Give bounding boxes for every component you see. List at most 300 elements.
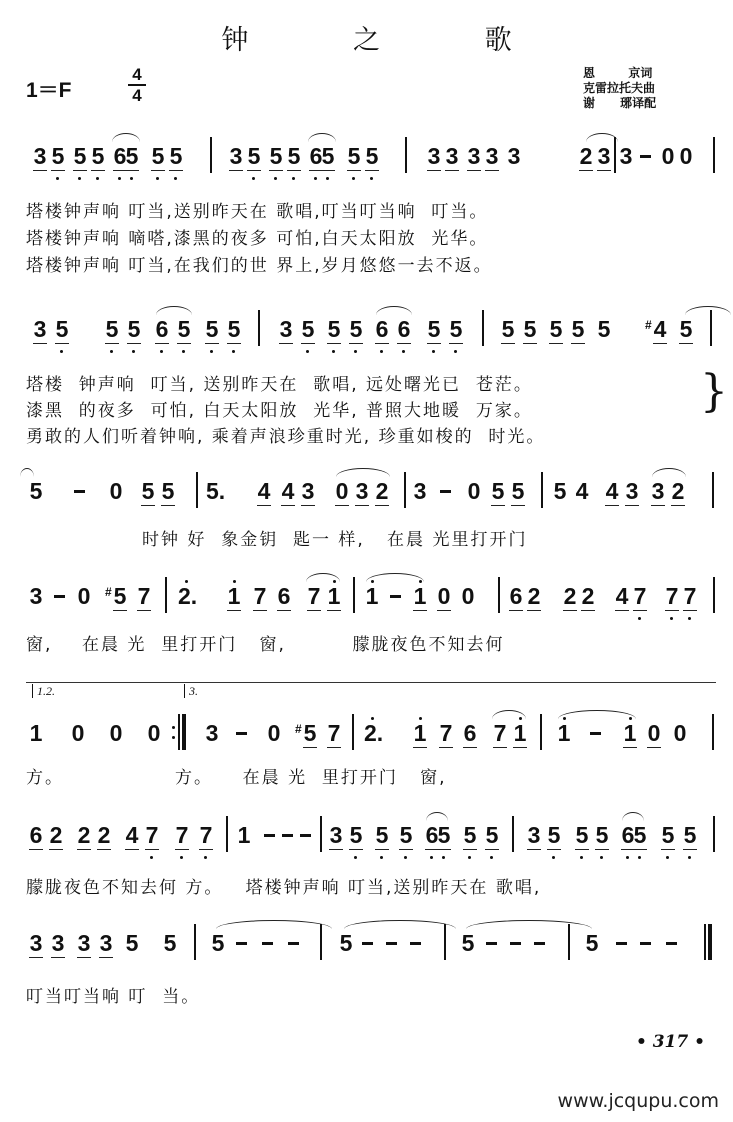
low-octave-dot xyxy=(78,177,81,180)
barline xyxy=(712,472,714,508)
underline xyxy=(581,610,595,611)
barline xyxy=(713,137,715,173)
underline xyxy=(349,343,363,344)
note: 3 xyxy=(445,143,459,169)
underline xyxy=(145,849,159,850)
note: 5 xyxy=(339,930,353,956)
note: 5 # xyxy=(302,720,318,746)
underline xyxy=(615,610,629,611)
note: 2. xyxy=(178,583,194,609)
low-octave-dot xyxy=(580,856,583,859)
underline xyxy=(77,849,91,850)
underline xyxy=(29,849,43,850)
low-octave-dot xyxy=(326,177,329,180)
page-number: • 317 • xyxy=(635,1032,705,1052)
low-octave-dot xyxy=(688,617,691,620)
note: 5 xyxy=(246,143,262,169)
note: 5 xyxy=(90,143,106,169)
note: 4 xyxy=(575,478,589,504)
low-octave-dot xyxy=(110,350,113,353)
note: 2 xyxy=(77,822,91,848)
barline xyxy=(710,310,712,346)
note: 5 xyxy=(594,822,610,848)
note: 3 xyxy=(527,822,541,848)
note: 4 xyxy=(257,478,271,504)
note: 2 xyxy=(671,478,685,504)
barline xyxy=(482,310,484,346)
lyric-line: 勇敢的人们听着钟响, 乘着声浪珍重时光, 珍重如梭的 时光。 xyxy=(26,427,546,447)
note: 3 xyxy=(33,143,47,169)
extension-dash xyxy=(236,942,247,945)
extension-dash xyxy=(282,834,293,837)
low-octave-dot xyxy=(638,617,641,620)
key-signature: 1＝F xyxy=(26,79,72,102)
underline xyxy=(437,849,451,850)
barline xyxy=(196,472,198,508)
barline xyxy=(541,472,543,508)
note: 5 xyxy=(141,478,155,504)
slur xyxy=(466,920,592,929)
underline xyxy=(597,170,611,171)
note: 6 xyxy=(509,583,523,609)
high-octave-dot xyxy=(371,717,374,720)
underline xyxy=(571,343,585,344)
extension-dash xyxy=(534,942,545,945)
staff-row xyxy=(0,316,733,356)
underline xyxy=(303,747,317,748)
low-octave-dot xyxy=(306,350,309,353)
watermark: www.jcqupu.com xyxy=(557,1090,719,1112)
note: 5 xyxy=(125,930,139,956)
underline xyxy=(399,849,413,850)
note: 6 xyxy=(620,822,636,848)
staff-row xyxy=(0,822,733,862)
note: 2 xyxy=(527,583,541,609)
low-octave-dot xyxy=(626,856,629,859)
underline xyxy=(307,610,321,611)
low-octave-dot xyxy=(552,856,555,859)
underline xyxy=(527,849,541,850)
sharp-sign: # xyxy=(105,585,112,599)
note: 5 xyxy=(50,143,66,169)
underline xyxy=(653,343,667,344)
underline xyxy=(151,170,165,171)
underline xyxy=(77,957,91,958)
barline xyxy=(512,816,514,852)
low-octave-dot xyxy=(56,177,59,180)
note: 3 xyxy=(51,930,65,956)
credits xyxy=(583,66,656,111)
repeat-barline-thin xyxy=(178,714,180,750)
note: 5 xyxy=(549,316,563,342)
note: 4 xyxy=(615,583,629,609)
note: 7 xyxy=(664,583,680,609)
underline xyxy=(513,747,527,748)
staff-row xyxy=(0,720,733,760)
underline xyxy=(327,610,341,611)
note: 7 xyxy=(198,822,214,848)
slur xyxy=(622,812,644,821)
extension-dash xyxy=(616,942,627,945)
low-octave-dot xyxy=(354,350,357,353)
underline xyxy=(199,849,213,850)
note: 3 xyxy=(507,143,521,169)
note: 7 xyxy=(174,822,190,848)
barline xyxy=(444,924,446,960)
note: 7 xyxy=(682,583,698,609)
barline xyxy=(498,577,500,613)
barline xyxy=(210,137,212,173)
underline xyxy=(97,849,111,850)
underline xyxy=(329,849,343,850)
note: 3 xyxy=(301,478,315,504)
low-octave-dot xyxy=(600,856,603,859)
note: 7 xyxy=(144,822,160,848)
underline xyxy=(665,610,679,611)
note: 5 xyxy=(679,316,693,342)
note: 2. xyxy=(364,720,380,746)
low-octave-dot xyxy=(204,856,207,859)
underline xyxy=(375,343,389,344)
underline xyxy=(397,343,411,344)
lyric-line: 塔楼 钟声响 叮当, 送别昨天在 歌唱, 远处曙光已 苍茫。 xyxy=(26,375,533,395)
underline xyxy=(427,343,441,344)
underline xyxy=(365,170,379,171)
underline xyxy=(595,849,609,850)
underline xyxy=(327,343,341,344)
note: 5 xyxy=(398,822,414,848)
note: 7 xyxy=(632,583,648,609)
note: 3 xyxy=(355,478,369,504)
extension-dash xyxy=(386,942,397,945)
low-octave-dot xyxy=(454,350,457,353)
low-octave-dot xyxy=(380,350,383,353)
note: 5 xyxy=(72,143,88,169)
slur xyxy=(492,710,526,719)
note: 0 xyxy=(437,583,451,609)
note: 5 xyxy=(54,316,70,342)
note: 7 xyxy=(439,720,453,746)
lyric-line: 塔楼钟声响 嘀嗒,漆黑的夜多 可怕,白天太阳放 光华。 xyxy=(26,229,489,249)
note: 5 xyxy=(546,822,562,848)
slur xyxy=(20,468,34,477)
barline xyxy=(404,472,406,508)
staff-row xyxy=(0,478,733,518)
underline xyxy=(277,610,291,611)
underline xyxy=(279,343,293,344)
slur xyxy=(366,573,424,582)
note: 5. xyxy=(206,478,226,504)
barline xyxy=(226,816,228,852)
extension-dash xyxy=(666,942,677,945)
underline xyxy=(549,343,563,344)
note: 7 xyxy=(137,583,151,609)
underline xyxy=(427,170,441,171)
translator: 谢 琊译配 xyxy=(583,96,657,110)
note: 0 xyxy=(647,720,661,746)
note: 7 xyxy=(253,583,267,609)
note: 5 xyxy=(346,143,362,169)
note: 3 xyxy=(485,143,499,169)
extension-dash xyxy=(362,942,373,945)
underline xyxy=(287,170,301,171)
note: 2 xyxy=(49,822,63,848)
note: 1 xyxy=(364,583,380,609)
extension-dash xyxy=(510,942,521,945)
underline xyxy=(29,957,43,958)
note: 3 xyxy=(651,478,665,504)
underline xyxy=(647,747,661,748)
note: 1 xyxy=(326,583,342,609)
note: 5 xyxy=(461,930,475,956)
note: 5 xyxy=(462,822,478,848)
note: 5 xyxy=(163,930,177,956)
low-octave-dot xyxy=(210,350,213,353)
note: 7 xyxy=(307,583,321,609)
note: 4 # xyxy=(652,316,668,342)
note: 3 xyxy=(205,720,219,746)
sharp-sign: # xyxy=(645,318,652,332)
slur xyxy=(336,468,390,477)
note: 5 # xyxy=(112,583,128,609)
extension-dash xyxy=(54,595,65,598)
underline xyxy=(229,170,243,171)
note: 5 xyxy=(632,822,648,848)
slur xyxy=(306,573,340,582)
underline xyxy=(281,505,295,506)
low-octave-dot xyxy=(442,856,445,859)
note: 5 xyxy=(374,822,390,848)
note: 5 xyxy=(574,822,590,848)
low-octave-dot xyxy=(490,856,493,859)
underline xyxy=(375,505,389,506)
underline xyxy=(49,849,63,850)
volta-label: 3. xyxy=(184,684,198,698)
low-octave-dot xyxy=(404,856,407,859)
note: 0 xyxy=(335,478,349,504)
barline xyxy=(165,577,167,613)
barline xyxy=(405,137,407,173)
song-title: 钟 之 歌 xyxy=(221,25,560,56)
underline xyxy=(679,343,693,344)
lyricist: 恩 京词 xyxy=(583,66,653,80)
lyric-line: 朦胧夜色不知去何 方。 塔楼钟声响 叮当,送别昨天在 歌唱, xyxy=(26,878,542,898)
low-octave-dot xyxy=(60,350,63,353)
underline xyxy=(575,849,589,850)
extension-dash xyxy=(288,942,299,945)
note: 1 xyxy=(226,583,242,609)
underline xyxy=(155,343,169,344)
note: 5 xyxy=(348,822,364,848)
underline xyxy=(355,505,369,506)
note: 1 xyxy=(29,720,43,746)
staff-row xyxy=(0,143,733,183)
underline xyxy=(633,610,647,611)
staff-row xyxy=(0,583,733,623)
note: 1 xyxy=(556,720,572,746)
note: 7 xyxy=(493,720,507,746)
note: 2 xyxy=(97,822,111,848)
underline xyxy=(449,343,463,344)
extension-dash xyxy=(486,942,497,945)
note: 5 xyxy=(553,478,567,504)
lyric-line: 时钟 好 象金钥 匙一 样, 在晨 光里打开门 xyxy=(142,530,528,550)
lyric-line: 窗, 在晨 光 里打开门 窗, 朦胧夜色不知去何 xyxy=(26,635,505,655)
low-octave-dot xyxy=(96,177,99,180)
note: 2 xyxy=(375,478,389,504)
lyric-line: 叮当叮当响 叮 当。 xyxy=(26,987,201,1007)
extension-dash xyxy=(440,490,451,493)
volta-bracket-line xyxy=(26,682,716,683)
note: 6 xyxy=(308,143,324,169)
final-barline-thin xyxy=(704,924,706,960)
low-octave-dot xyxy=(468,856,471,859)
underline xyxy=(523,343,537,344)
extension-dash xyxy=(390,595,401,598)
barline xyxy=(258,310,260,346)
note: 3 xyxy=(467,143,481,169)
low-octave-dot xyxy=(688,856,691,859)
note: 0 xyxy=(673,720,687,746)
lyric-line: 塔楼钟声响 叮当,送别昨天在 歌唱,叮当叮当响 叮当。 xyxy=(26,202,489,222)
note: 5 xyxy=(211,930,225,956)
underline xyxy=(335,505,349,506)
note: 5 xyxy=(29,478,43,504)
extension-dash xyxy=(236,732,247,735)
low-octave-dot xyxy=(156,177,159,180)
note: 5 xyxy=(364,143,380,169)
underline xyxy=(175,849,189,850)
underline xyxy=(33,343,47,344)
note: 3 xyxy=(619,143,633,169)
note: 0 xyxy=(467,478,481,504)
note: 1 xyxy=(412,720,428,746)
note: 3 xyxy=(99,930,113,956)
volta-label: 1.2. xyxy=(32,684,55,698)
low-octave-dot xyxy=(352,177,355,180)
underline xyxy=(547,849,561,850)
note: 5 xyxy=(585,930,599,956)
slur xyxy=(308,133,336,142)
underline xyxy=(125,170,139,171)
note: 2 xyxy=(579,143,593,169)
underline xyxy=(683,849,697,850)
note: 4 xyxy=(281,478,295,504)
low-octave-dot xyxy=(130,177,133,180)
note: 5 xyxy=(161,478,175,504)
underline xyxy=(463,747,477,748)
underline xyxy=(683,610,697,611)
note: 5 xyxy=(226,316,242,342)
slur xyxy=(376,306,412,315)
underline xyxy=(651,505,665,506)
note: 0 xyxy=(77,583,91,609)
note: 5 xyxy=(484,822,500,848)
extension-dash xyxy=(590,732,601,735)
note: 6 xyxy=(29,822,43,848)
repeat-dot xyxy=(172,726,175,729)
note: 6 xyxy=(154,316,170,342)
low-octave-dot xyxy=(380,856,383,859)
extension-dash xyxy=(640,942,651,945)
note: 6 xyxy=(424,822,440,848)
note: 6 xyxy=(277,583,291,609)
underline xyxy=(51,170,65,171)
underline xyxy=(301,505,315,506)
time-signature-bottom: 4 xyxy=(132,86,142,105)
note: 0 xyxy=(661,143,675,169)
time-signature xyxy=(128,66,146,104)
slur xyxy=(112,133,140,142)
underline xyxy=(463,849,477,850)
note: 6 xyxy=(112,143,128,169)
low-octave-dot xyxy=(160,350,163,353)
extension-dash xyxy=(300,834,311,837)
lyric-line: 漆黑 的夜多 可怕, 白天太阳放 光华, 普照大地暖 万家。 xyxy=(26,401,533,421)
underline xyxy=(527,610,541,611)
slur xyxy=(156,306,192,315)
note: 5 xyxy=(436,822,452,848)
note: 3 xyxy=(625,478,639,504)
underline xyxy=(661,849,675,850)
final-barline-thick xyxy=(708,924,712,960)
low-octave-dot xyxy=(402,350,405,353)
verse-brace: } xyxy=(700,366,728,417)
high-octave-dot xyxy=(233,580,236,583)
repeat-barline-thick xyxy=(182,714,186,750)
low-octave-dot xyxy=(180,856,183,859)
low-octave-dot xyxy=(174,177,177,180)
note: 5 xyxy=(168,143,184,169)
underline xyxy=(445,170,459,171)
underline xyxy=(227,343,241,344)
note: 1 xyxy=(512,720,528,746)
underline xyxy=(375,849,389,850)
underline xyxy=(605,505,619,506)
low-octave-dot xyxy=(274,177,277,180)
note: 0 xyxy=(147,720,161,746)
note: 2 xyxy=(563,583,577,609)
barline xyxy=(353,577,355,613)
underline xyxy=(257,505,271,506)
slur xyxy=(344,920,456,929)
note: 5 xyxy=(523,316,537,342)
note: 3 xyxy=(597,143,611,169)
lyric-line: 方。 方。 在晨 光 里打开门 窗, xyxy=(26,768,447,788)
extension-dash xyxy=(410,942,421,945)
underline xyxy=(321,170,335,171)
note: 5 xyxy=(268,143,284,169)
note: 1 xyxy=(412,583,428,609)
high-octave-dot xyxy=(185,580,188,583)
underline xyxy=(141,505,155,506)
lyric-line: 塔楼钟声响 叮当,在我们的世 界上,岁月悠悠一去不返。 xyxy=(26,256,493,276)
underline xyxy=(485,170,499,171)
underline xyxy=(563,610,577,611)
sharp-sign: # xyxy=(295,722,302,736)
underline xyxy=(347,170,361,171)
extension-dash xyxy=(74,490,85,493)
underline xyxy=(301,343,315,344)
time-signature-top: 4 xyxy=(132,65,142,84)
note: 3 xyxy=(329,822,343,848)
underline xyxy=(105,343,119,344)
note: 6 xyxy=(463,720,477,746)
underline xyxy=(227,610,241,611)
underline xyxy=(485,849,499,850)
extension-dash xyxy=(264,834,275,837)
underline xyxy=(127,343,141,344)
